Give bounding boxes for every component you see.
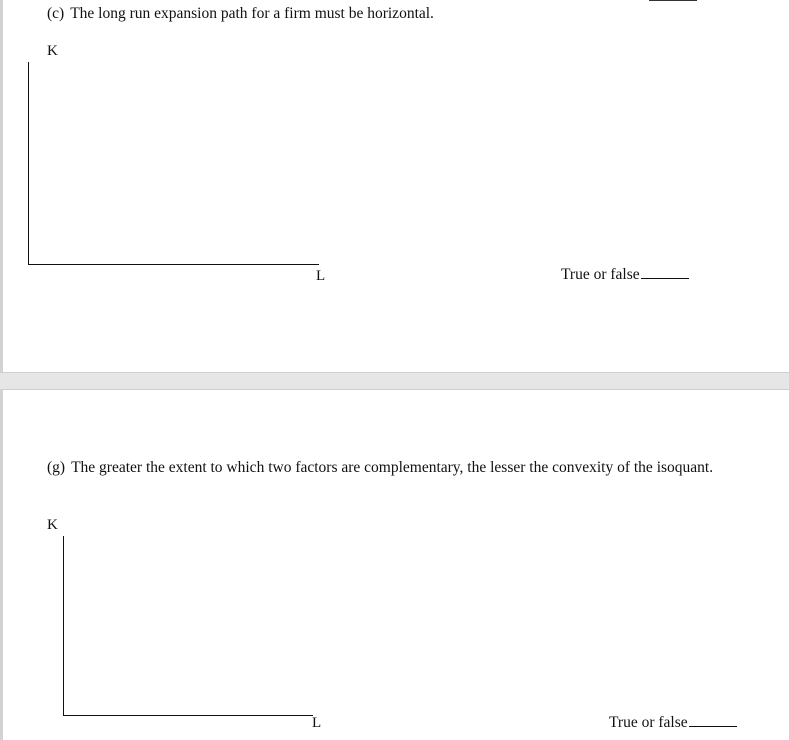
- document-page-2: [0, 389, 789, 740]
- x-axis-label-l: L: [312, 715, 322, 731]
- answer-blank[interactable]: [689, 725, 737, 727]
- blank-graph-axes: [3, 390, 789, 740]
- question-g-text: The greater the extent to which two factors are complementary, the lesser the convexity of the isoquant.: [71, 459, 714, 476]
- x-axis-label-l: L: [316, 268, 326, 284]
- blank-graph-axes: [3, 0, 789, 373]
- question-g-label: (g): [47, 459, 66, 476]
- true-or-false-label: True or false: [561, 266, 640, 283]
- question-c-label: (c): [47, 5, 65, 22]
- y-axis-label-k: K: [47, 517, 58, 533]
- y-axis-label-k: K: [47, 43, 58, 59]
- question-c-text: The long run expansion path for a firm must be horizontal.: [70, 5, 434, 22]
- true-or-false-prompt: [561, 266, 689, 284]
- true-or-false-prompt: [609, 714, 737, 732]
- answer-blank[interactable]: [641, 277, 689, 279]
- true-or-false-label: True or false: [609, 714, 688, 731]
